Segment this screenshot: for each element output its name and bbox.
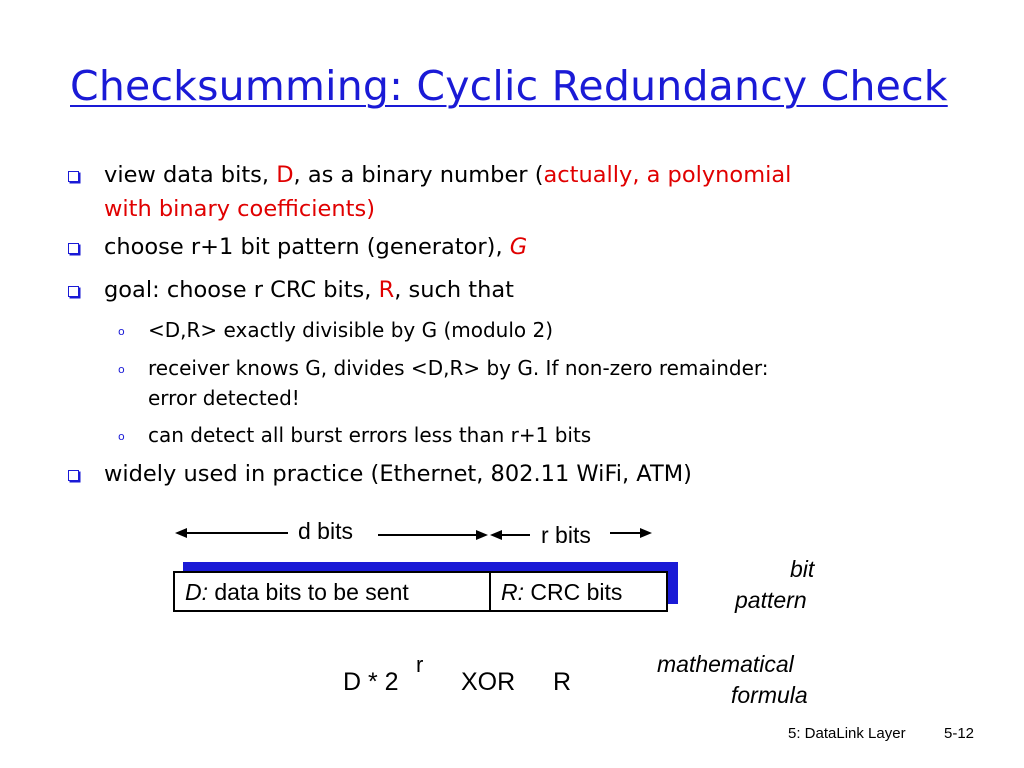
square-bullet-icon <box>68 286 79 297</box>
arrow-line <box>500 534 530 536</box>
bullet-text: view data bits, <box>104 162 277 188</box>
pattern-label: pattern <box>735 587 807 613</box>
crc-bits-text: CRC bits <box>530 579 623 605</box>
sub-bullet-burst-errors: can detect all burst errors less than r+1 bits <box>148 423 592 447</box>
bullet-goal <box>104 273 514 307</box>
formula-exponent: r <box>416 652 424 677</box>
highlight-r: R <box>378 277 395 303</box>
d-bits-label: d bits <box>298 518 353 544</box>
formula-d-times-2: D * 2 <box>343 668 399 696</box>
arrow-right-icon <box>476 530 488 540</box>
sub-bullet-receiver-cont: error detected! <box>148 386 300 410</box>
footer-page-number: 5-12 <box>944 725 975 742</box>
bullet-text: , such that <box>394 277 514 303</box>
formula-label: formula <box>731 682 808 708</box>
square-bullet-icon <box>68 171 79 182</box>
crc-bits-box <box>489 571 668 612</box>
circle-bullet-icon: o <box>118 430 125 443</box>
d-prefix: D: <box>185 579 208 605</box>
bullet-widely-used: widely used in practice (Ethernet, 802.11 WiFi, ATM) <box>104 461 692 487</box>
data-bits-text: data bits to be sent <box>214 579 409 605</box>
bullet-text: , as a binary number ( <box>293 162 544 188</box>
formula-r: R <box>553 668 572 696</box>
arrow-line <box>185 532 288 534</box>
slide-title: Checksumming: Cyclic Redundancy Check <box>70 62 948 110</box>
bullet-choose-generator <box>104 230 527 264</box>
highlight-d: D <box>276 162 294 188</box>
arrow-line <box>610 532 642 534</box>
circle-bullet-icon: o <box>118 363 125 376</box>
highlight-polynomial: actually, a polynomial <box>543 162 792 188</box>
mathematical-label: mathematical <box>657 651 794 677</box>
r-bits-label: r bits <box>541 522 591 548</box>
bullet-continuation: with binary coefficients) <box>104 196 375 222</box>
square-bullet-icon <box>68 243 79 254</box>
circle-bullet-icon: o <box>118 325 125 338</box>
sub-bullet-receiver: receiver knows G, divides <D,R> by G. If non-zero remainder: <box>148 356 769 380</box>
formula-xor: XOR <box>461 668 516 696</box>
arrow-line <box>378 534 478 536</box>
bullet-text: goal: choose r CRC bits, <box>104 277 379 303</box>
r-prefix: R: <box>501 579 524 605</box>
bullet-text: choose r+1 bit pattern (generator), <box>104 234 510 260</box>
bit-label: bit <box>790 556 815 582</box>
square-bullet-icon <box>68 470 79 481</box>
arrow-right-icon <box>640 528 652 538</box>
bullet-view-data-bits <box>104 158 791 192</box>
data-bits-box <box>173 571 491 612</box>
sub-bullet-divisible: <D,R> exactly divisible by G (modulo 2) <box>148 318 554 342</box>
footer-chapter: 5: DataLink Layer <box>788 725 906 742</box>
highlight-g: G <box>509 234 528 260</box>
